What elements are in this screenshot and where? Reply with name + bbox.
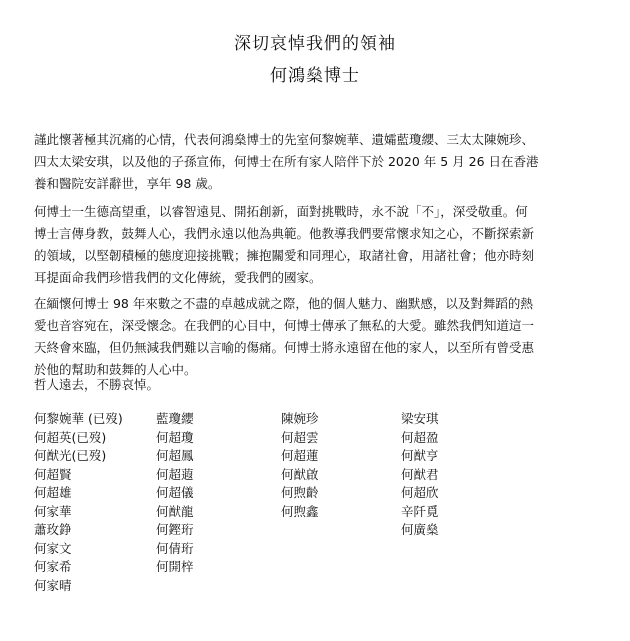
tribute-paragraph (34, 201, 600, 289)
signatory-name: 何家晴 (34, 577, 72, 593)
signatory-column-4 (401, 410, 439, 540)
signatory-name: 陳婉珍 (281, 411, 319, 426)
signatory-name: 何猷君 (401, 466, 439, 482)
signatory-name: 何超英(已歿) (34, 429, 107, 445)
signatory-column-3 (281, 410, 319, 521)
closing-line (34, 374, 600, 396)
signatory-name: 何家文 (34, 540, 72, 556)
signatory-column-2 (156, 410, 194, 577)
signatory-name: 何廣燊 (401, 522, 439, 537)
paragraph-line: 何博士一生德高望重，以睿智遠見、開拓創新，面對挑戰時，永不說「不」，深受敬重。何 (34, 204, 528, 219)
signatory-name: 何開梓 (156, 559, 194, 574)
paragraph-line: 天終會來臨，但仍無減我們難以言喻的傷痛。何博士將永遠留在他的家人，以至所有曾受惠 (34, 340, 535, 355)
paragraph-line: 於他的幫助和鼓舞的人心中。 (34, 362, 197, 377)
paragraph-line: 哲人遠去，不勝哀悼。 (34, 377, 160, 392)
signatory-name: 何超瓊 (156, 429, 194, 445)
announcement-paragraph (34, 129, 600, 195)
signatory-name: 何超儀 (156, 485, 194, 500)
remembrance-paragraph (34, 293, 600, 381)
paragraph-line: 謹此懷著極其沉痛的心情，代表何鴻燊博士的先室何黎婉華、遺孀藍瓊纓、三太太陳婉珍、 (34, 132, 535, 147)
signatory-name: 藍瓊纓 (156, 411, 194, 426)
signatory-name: 何猷光(已歿) (34, 448, 107, 463)
signatory-name: 何超盈 (401, 429, 439, 445)
signatory-name: 梁安琪 (401, 411, 439, 426)
signatory-name: 辛阡覓 (401, 503, 439, 519)
signatory-name: 何超雲 (281, 429, 319, 445)
signatory-name: 何猷龍 (156, 503, 194, 519)
paragraph-line: 在緬懷何博士 98 年來數之不盡的卓越成就之際，他的個人魅力、幽默感，以及對舞蹈的熱 (34, 296, 533, 311)
signatory-name: 何煦齡 (281, 485, 319, 500)
signatory-name: 何煦鑫 (281, 503, 319, 519)
signatory-name: 蕭玫錚 (34, 522, 72, 537)
signatory-name: 何超鳳 (156, 448, 194, 463)
signatory-name: 何超欣 (401, 485, 439, 500)
notice-title: 深切哀悼我們的領袖 (234, 34, 396, 54)
paragraph-line: 四太太梁安琪，以及他的子孫宣佈，何博士在所有家人陪伴下於 2020 年 5 月 26 日在香港 (34, 154, 539, 169)
signatory-name: 何超蓮 (281, 448, 319, 463)
signatory-name: 何倩珩 (156, 540, 194, 556)
signatory-column-1 (34, 410, 123, 595)
paragraph-line: 的領域，以堅韌積極的態度迎接挑戰；擁抱關愛和同理心，取諸社會，用諸社會；他亦時刻 (34, 248, 535, 263)
signatory-name: 何猷亨 (401, 448, 439, 463)
paragraph-line: 養和醫院安詳辭世，享年 98 歲。 (34, 176, 221, 191)
deceased-name: 何鴻燊博士 (270, 66, 360, 86)
signatory-name: 何黎婉華 (已歿) (34, 411, 123, 426)
signatory-name: 何超蕸 (156, 466, 194, 482)
signatory-name: 何家華 (34, 503, 72, 519)
signatory-name: 何鏗珩 (156, 522, 194, 537)
paragraph-line: 耳提面命我們珍惜我們的文化傳統，愛我們的國家。 (34, 270, 322, 285)
signatory-name: 何超雄 (34, 485, 72, 500)
paragraph-line: 愛也音容宛在，深受懷念。在我們的心目中，何博士傳承了無私的大愛。雖然我們知道這一 (34, 318, 535, 333)
signatory-name: 何超賢 (34, 466, 72, 482)
paragraph-line: 博士言傳身教，鼓舞人心，我們永遠以他為典範。他教導我們要常懷求知之心，不斷探索新 (34, 226, 535, 241)
signatory-name: 何猷啟 (281, 466, 319, 482)
signatory-name: 何家希 (34, 559, 72, 574)
